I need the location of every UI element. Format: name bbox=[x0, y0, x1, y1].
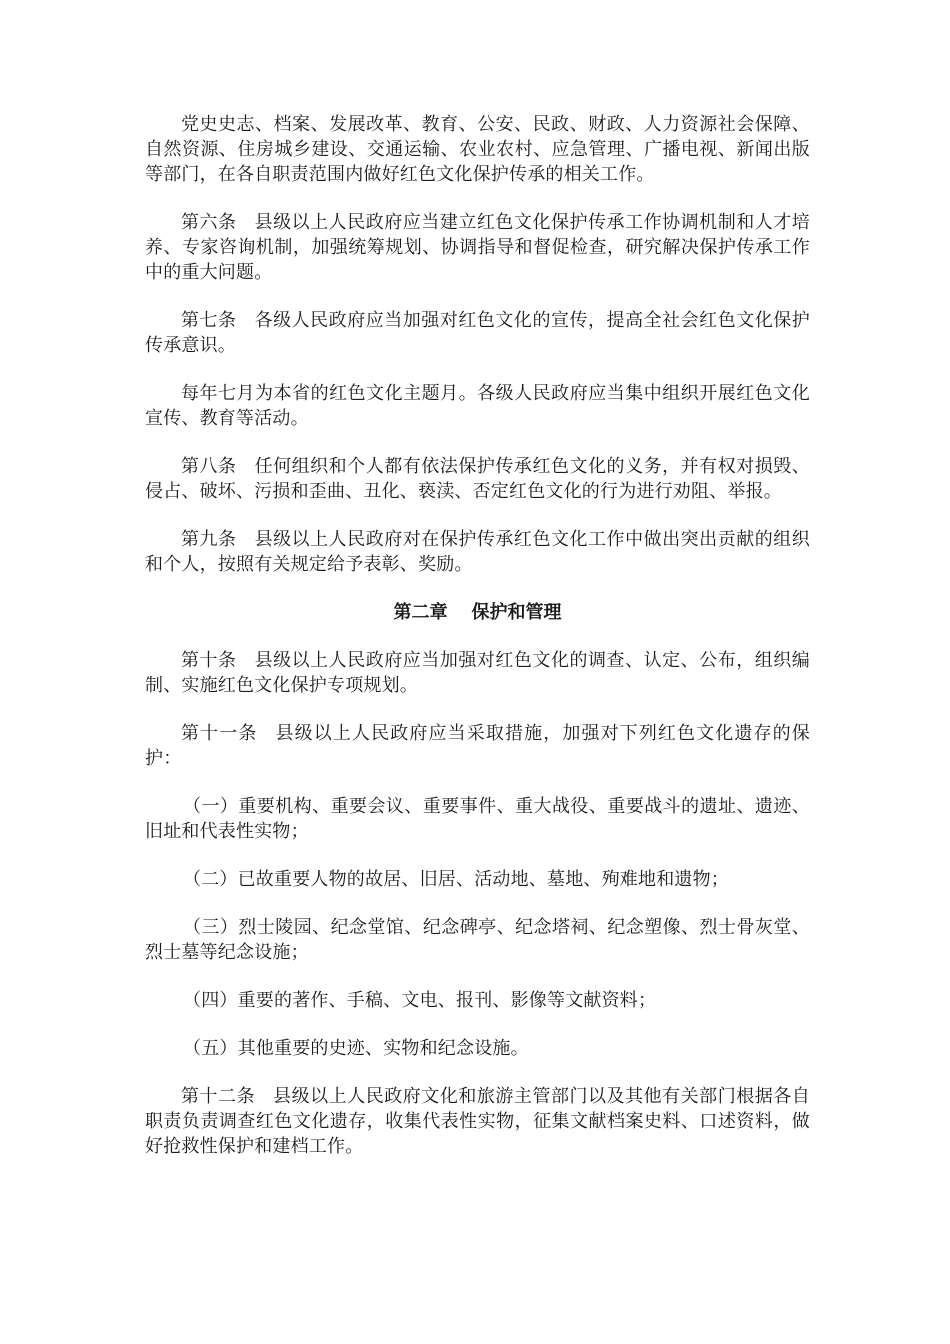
article-number: 第十二条 bbox=[181, 1086, 256, 1107]
article-10 bbox=[145, 648, 810, 698]
list-item: （一）重要机构、重要会议、重要事件、重大战役、重要战斗的遗址、遗迹、旧址和代表性实物； bbox=[145, 796, 810, 842]
chapter-title: 保护和管理 bbox=[471, 602, 562, 623]
article-7 bbox=[145, 308, 810, 358]
article-text: 县级以上人民政府文化和旅游主管部门以及其他有关部门根据各自职责负责调查红色文化遗存，收集代表性实物，征集文献档案史料、口述资料，做好抢救性保护和建档工作。 bbox=[145, 1086, 810, 1157]
article-text: 县级以上人民政府对在保护传承红色文化工作中做出突出贡献的组织和个人，按照有关规定给予表彰、奖励。 bbox=[145, 529, 810, 575]
list-item: （二）已故重要人物的故居、旧居、活动地、墓地、殉难地和遗物； bbox=[183, 869, 729, 890]
article-9 bbox=[145, 527, 810, 577]
article-number: 第六条 bbox=[181, 212, 237, 233]
article-number: 第八条 bbox=[181, 456, 237, 477]
chapter-heading bbox=[145, 600, 810, 625]
article-number: 第九条 bbox=[181, 529, 237, 550]
article-text: 县级以上人民政府应当加强对红色文化的调查、认定、公布，组织编制、实施红色文化保护专项规划。 bbox=[145, 650, 810, 696]
article-text: 县级以上人民政府应当采取措施，加强对下列红色文化遗存的保护： bbox=[145, 723, 810, 769]
article-8 bbox=[145, 454, 810, 504]
paragraph: 党史史志、档案、发展改革、教育、公安、民政、财政、人力资源社会保障、自然资源、住房城乡建设、交通运输、农业农村、应急管理、广播电视、新闻出版等部门，在各自职责范围内做好红色文化保护传承的相关工作。 bbox=[145, 114, 810, 185]
article-6 bbox=[145, 210, 810, 285]
document-page bbox=[145, 112, 810, 1159]
chapter-number: 第二章 bbox=[393, 602, 448, 623]
article-number: 第七条 bbox=[181, 310, 237, 331]
article-text: 各级人民政府应当加强对红色文化的宣传，提高全社会红色文化保护传承意识。 bbox=[145, 310, 810, 356]
list-item: （四）重要的著作、手稿、文电、报刊、影像等文献资料； bbox=[183, 990, 657, 1011]
list-item: （三）烈士陵园、纪念堂馆、纪念碑亭、纪念塔祠、纪念塑像、烈士骨灰堂、烈士墓等纪念设施； bbox=[145, 917, 810, 963]
list-item: （五）其他重要的史迹、实物和纪念设施。 bbox=[183, 1038, 529, 1059]
article-text: 任何组织和个人都有依法保护传承红色文化的义务，并有权对损毁、侵占、破坏、污损和歪曲、丑化、亵渎、否定红色文化的行为进行劝阻、举报。 bbox=[145, 456, 810, 502]
article-text: 县级以上人民政府应当建立红色文化保护传承工作协调机制和人才培养、专家咨询机制，加强统筹规划、协调指导和督促检查，研究解决保护传承工作中的重大问题。 bbox=[145, 212, 810, 283]
paragraph: 每年七月为本省的红色文化主题月。各级人民政府应当集中组织开展红色文化宣传、教育等活动。 bbox=[145, 383, 810, 429]
article-number: 第十一条 bbox=[181, 723, 258, 744]
article-number: 第十条 bbox=[181, 650, 237, 671]
article-11 bbox=[145, 721, 810, 771]
article-12 bbox=[145, 1084, 810, 1159]
